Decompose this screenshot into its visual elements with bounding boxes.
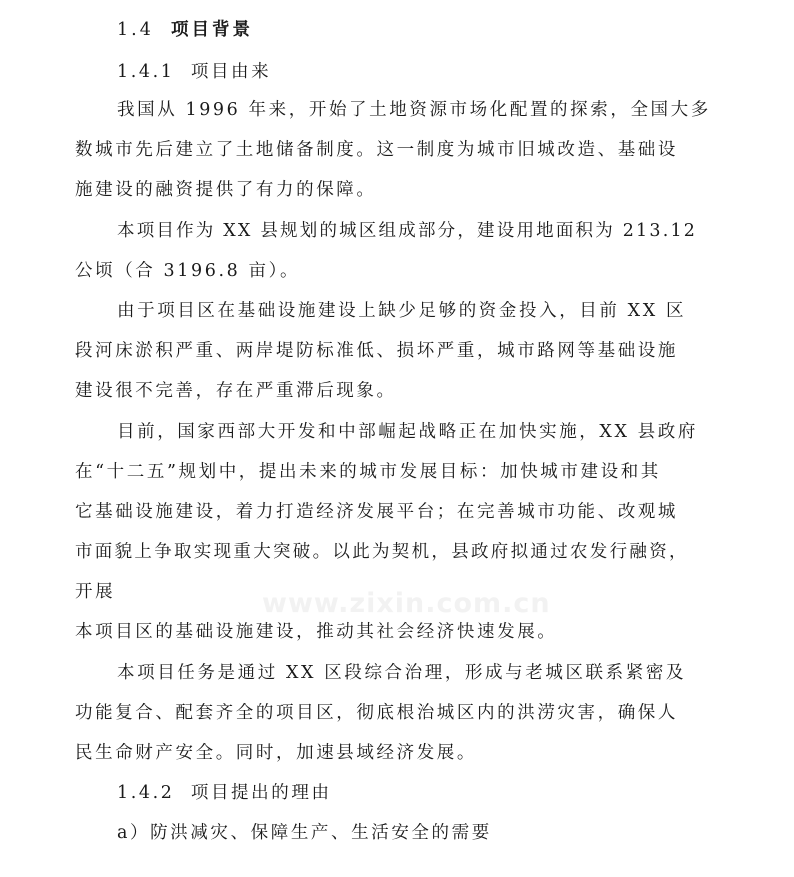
paragraph-line: 施建设的融资提供了有力的保障。: [75, 180, 377, 200]
subsection-heading-2: [117, 781, 332, 805]
paragraph-line: 数城市先后建立了土地储备制度。这一制度为城市旧城改造、基础设: [75, 140, 678, 160]
paragraph-line: 由于项目区在基础设施建设上缺少足够的资金投入，目前 XX 区: [117, 301, 687, 321]
paragraph-line: 本项目区的基础设施建设，推动其社会经济快速发展。: [75, 622, 558, 642]
subsection-number: 1.4.1: [117, 62, 175, 82]
paragraph-line: 它基础设施建设，着力打造经济发展平台；在完善城市功能、改观城: [75, 502, 678, 522]
paragraph-line: 建设很不完善，存在严重滞后现象。: [75, 381, 397, 401]
subsection-title: 项目提出的理由: [190, 783, 332, 803]
subsection-heading-1: [117, 60, 271, 84]
paragraph-line: 目前，国家西部大开发和中部崛起战略正在加快实施，XX 县政府: [117, 422, 698, 442]
paragraph-line: 在“十二五”规划中，提出未来的城市发展目标：加快城市建设和其: [75, 462, 661, 482]
section-number: 1.4: [117, 20, 154, 40]
paragraph-line: 段河床淤积严重、两岸堤防标准低、损坏严重，城市路网等基础设施: [75, 341, 678, 361]
watermark: www.zixin.com.cn: [262, 588, 551, 619]
paragraph-line: 公顷（合 3196.8 亩）。: [75, 261, 301, 281]
paragraph-line: 本项目任务是通过 XX 区段综合治理，形成与老城区联系紧密及: [117, 663, 687, 683]
section-heading: [117, 18, 253, 42]
section-title: 项目背景: [170, 20, 253, 40]
paragraph-line: 本项目作为 XX 县规划的城区组成部分，建设用地面积为 213.12: [117, 221, 698, 241]
paragraph-line: 功能复合、配套齐全的项目区，彻底根治城区内的洪涝灾害，确保人: [75, 703, 678, 723]
paragraph-line: 开展: [75, 582, 116, 602]
subsection-number: 1.4.2: [117, 783, 175, 803]
paragraph-line: 我国从 1996 年来，开始了土地资源市场化配置的探索，全国大多: [117, 100, 711, 120]
paragraph-line: 民生命财产安全。同时，加速县域经济发展。: [75, 743, 477, 763]
subsection-title: 项目由来: [190, 62, 272, 82]
paragraph-line: 市面貌上争取实现重大突破。以此为契机，县政府拟通过农发行融资，: [75, 542, 689, 562]
list-item-a: a）防洪减灾、保障生产、生活安全的需要: [117, 823, 492, 843]
